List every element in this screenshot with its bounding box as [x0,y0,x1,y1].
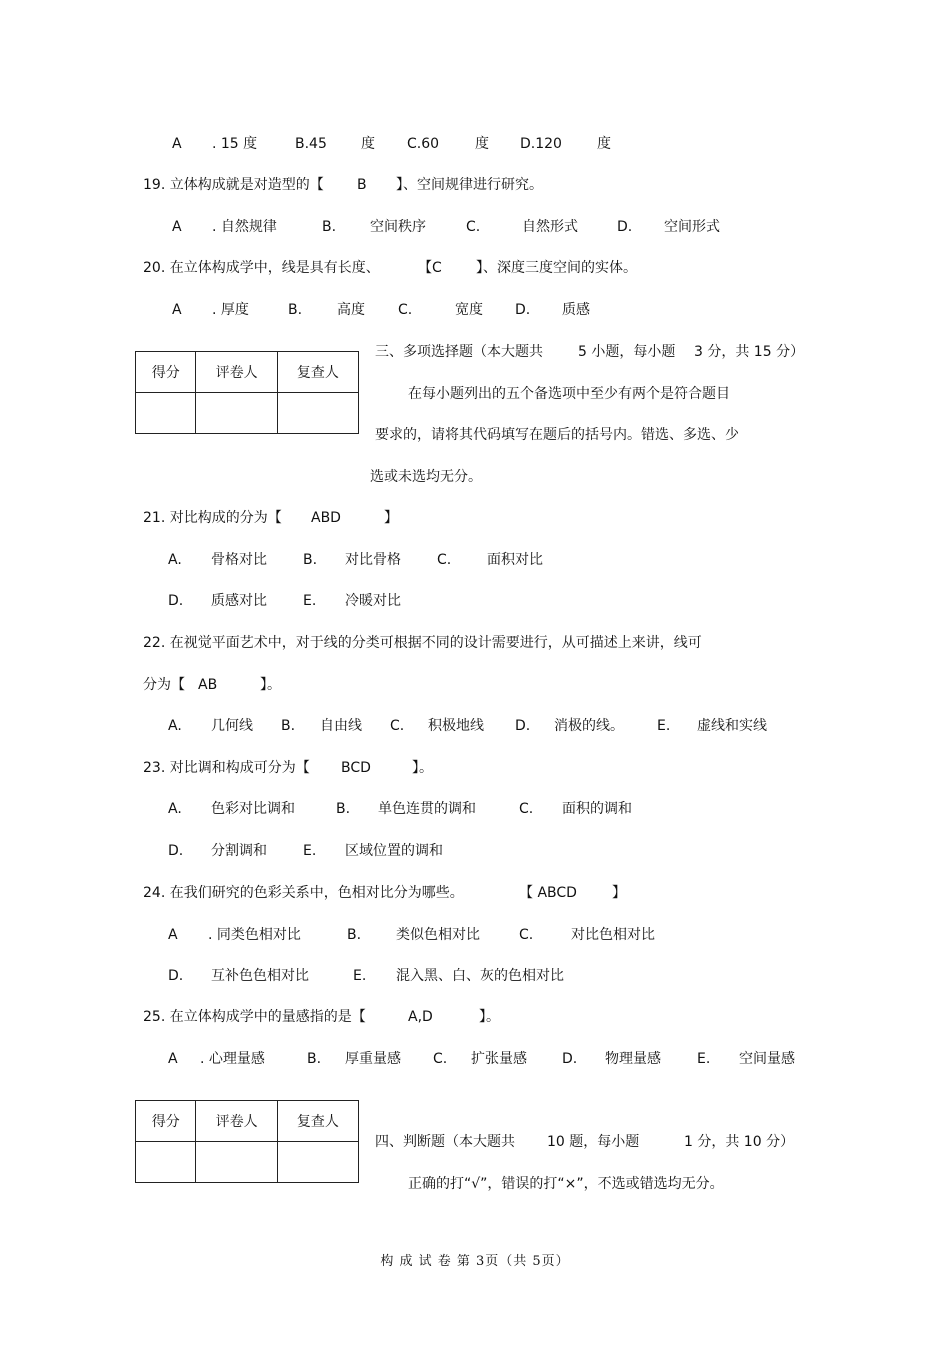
q25-answer: A,D [408,1009,433,1025]
q20-option-c-text: 宽度 [455,302,483,318]
q19-stem: 19. 立体构成就是对造型的【 [143,177,324,193]
q24-option-c-text: 对比色相对比 [571,927,655,943]
q21-option-c-text: 面积对比 [487,552,543,568]
page-footer: 构 成 试 卷 第 3页（共 5页） [380,1254,570,1269]
q18-option-b-unit: 度 [361,136,375,152]
reviewer-cell[interactable] [277,393,358,434]
section3-instructions-3: 选或未选均无分。 [370,469,482,485]
q22-stem: 22. 在视觉平面艺术中，对于线的分类可根据不同的设计需要进行，从可描述上来讲，线可 [143,635,702,651]
q25-option-a: A [168,1051,178,1067]
section3-title-score: 3 分，共 15 分） [694,344,805,360]
q22-option-e: E. [657,718,671,734]
q24-option-a-text: . 同类色相对比 [208,927,301,943]
q18-option-a-text: . 15 度 [212,136,258,152]
q24-answer: 【 ABCD [519,885,577,901]
q25-option-b: B. [307,1051,322,1067]
q22-option-b-text: 自由线 [320,718,362,734]
q25-option-b-text: 厚重量感 [345,1051,401,1067]
q19-option-c-text: 自然形式 [522,219,578,235]
score-table [135,351,359,434]
q24-option-a: A [168,927,178,943]
q23-option-b: B. [336,801,351,817]
section3-instructions-1: 在每小题列出的五个备选项中至少有两个是符合题目 [408,386,730,402]
q21-option-d: D. [168,593,184,609]
q21-option-e-text: 冷暖对比 [345,593,401,609]
q25-option-e-text: 空间量感 [739,1051,795,1067]
q21-option-b: B. [303,552,318,568]
q21-stem: 21. 对比构成的分为【 [143,510,282,526]
q20-stem: 20. 在立体构成学中，线是具有长度、 [143,260,380,276]
q24-option-c: C. [519,927,534,943]
score-header: 得分 [136,352,196,393]
q23-option-c-text: 面积的调和 [562,801,632,817]
q22-answer: AB [198,677,218,693]
q18-option-d-unit: 度 [597,136,611,152]
q24-stem-end: 】 [612,885,626,901]
q21-option-d-text: 质感对比 [211,593,267,609]
q20-option-b: B. [288,302,303,318]
reviewer-cell[interactable] [277,1142,358,1183]
section3-title: 三、多项选择题（本大题共 [375,344,543,360]
q25-option-a-text: . 心理量感 [200,1051,265,1067]
q19-stem-end: 】、空间规律进行研究。 [396,177,543,193]
q25-stem: 25. 在立体构成学中的量感指的是【 [143,1009,366,1025]
reviewer-header: 复查人 [277,1101,358,1142]
q23-answer: BCD [341,760,371,776]
q24-stem: 24. 在我们研究的色彩关系中，色相对比分为哪些。 [143,885,464,901]
q22-option-b: B. [281,718,296,734]
q19-option-c: C. [466,219,481,235]
q18-option-b: B.45 [295,136,327,152]
grader-header: 评卷人 [196,1101,277,1142]
grader-header: 评卷人 [196,352,277,393]
q20-option-b-text: 高度 [337,302,365,318]
q23-option-b-text: 单色连贯的调和 [378,801,476,817]
score-cell[interactable] [136,393,196,434]
q21-option-a: A. [168,552,182,568]
q20-option-d: D. [515,302,531,318]
grader-cell[interactable] [196,1142,277,1183]
q25-option-d-text: 物理量感 [605,1051,661,1067]
q24-option-d: D. [168,968,184,984]
q22-option-c: C. [390,718,405,734]
q18-option-d: D.120 [520,136,562,152]
q22-option-a: A. [168,718,182,734]
q21-option-c: C. [437,552,452,568]
q22-option-e-text: 虚线和实线 [697,718,767,734]
q20-answer: 【C [418,260,442,276]
q22-option-d-text: 消极的线。 [554,718,624,734]
q22-stem-end: 】。 [260,677,281,693]
q25-option-e: E. [697,1051,711,1067]
section4-title-score: 1 分，共 10 分） [684,1134,795,1150]
q20-option-a: A [172,302,182,318]
q25-stem-end: 】。 [479,1009,500,1025]
q18-option-c: C.60 [407,136,440,152]
q24-option-e: E. [353,968,367,984]
q24-option-b-text: 类似色相对比 [396,927,480,943]
score-cell[interactable] [136,1142,196,1183]
q22-option-c-text: 积极地线 [428,718,484,734]
q20-option-a-text: . 厚度 [212,302,249,318]
q19-option-d-text: 空间形式 [664,219,720,235]
score-table-2 [135,1100,359,1183]
q25-option-c: C. [433,1051,448,1067]
reviewer-header: 复查人 [277,352,358,393]
q23-option-d-text: 分割调和 [211,843,267,859]
q23-stem: 23. 对比调和构成可分为【 [143,760,310,776]
q21-option-b-text: 对比骨格 [345,552,401,568]
q20-option-d-text: 质感 [562,302,590,318]
q22-stem-cont: 分为【 [143,677,185,693]
q23-option-c: C. [519,801,534,817]
q23-option-d: D. [168,843,184,859]
q19-answer: B [357,177,367,193]
score-header: 得分 [136,1101,196,1142]
section4-instructions: 正确的打“√”，错误的打“×”，不选或错选均无分。 [408,1176,724,1192]
q23-option-a: A. [168,801,182,817]
q20-stem-end: 】、深度三度空间的实体。 [476,260,637,276]
q20-option-c: C. [398,302,413,318]
q21-stem-end: 】 [384,510,398,526]
q19-option-a-text: . 自然规律 [212,219,277,235]
q24-option-b: B. [347,927,362,943]
q25-option-d: D. [562,1051,578,1067]
q21-option-e: E. [303,593,317,609]
q19-option-d: D. [617,219,633,235]
q23-option-a-text: 色彩对比调和 [211,801,295,817]
section4-title: 四、判断题（本大题共 [375,1134,515,1150]
q25-option-c-text: 扩张量感 [471,1051,527,1067]
q24-option-e-text: 混入黑、白、灰的色相对比 [396,968,564,984]
q19-option-a: A [172,219,182,235]
q22-option-d: D. [515,718,531,734]
q23-option-e-text: 区域位置的调和 [345,843,443,859]
q18-option-a: A [172,136,182,152]
q21-answer: ABD [311,510,341,526]
q23-option-e: E. [303,843,317,859]
section3-title-count: 5 小题，每小题 [578,344,676,360]
q23-stem-end: 】。 [412,760,433,776]
q19-option-b: B. [322,219,337,235]
q19-option-b-text: 空间秩序 [370,219,426,235]
q22-option-a-text: 几何线 [211,718,253,734]
section4-title-count: 10 题，每小题 [547,1134,640,1150]
section3-instructions-2: 要求的，请将其代码填写在题后的括号内。错选、多选、少 [375,427,739,443]
q24-option-d-text: 互补色色相对比 [211,968,309,984]
q21-option-a-text: 骨格对比 [211,552,267,568]
grader-cell[interactable] [196,393,277,434]
q18-option-c-unit: 度 [475,136,489,152]
